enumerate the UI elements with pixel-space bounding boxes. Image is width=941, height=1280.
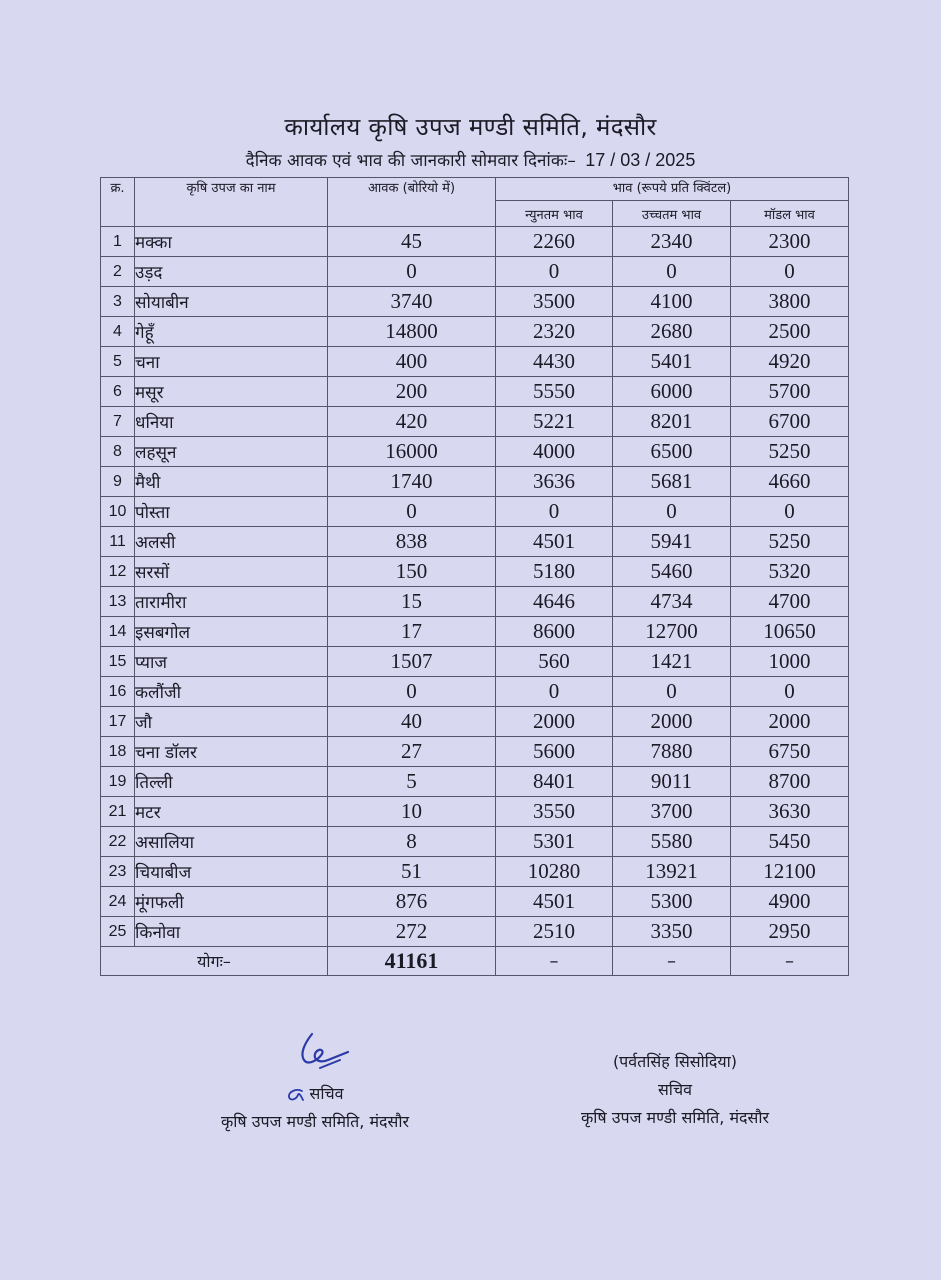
min-price-cell: 4501: [496, 887, 613, 917]
arrival-cell: 1507: [328, 647, 496, 677]
page-subtitle: [0, 148, 941, 171]
table-row: [101, 917, 849, 947]
crop-name-cell: कलौंजी: [135, 677, 328, 707]
min-price-cell: 10280: [496, 857, 613, 887]
model-price-cell: 2500: [731, 317, 849, 347]
rates-table: [100, 177, 849, 976]
min-price-cell: 2260: [496, 227, 613, 257]
model-price-cell: 3800: [731, 287, 849, 317]
crop-name-cell: प्याज: [135, 647, 328, 677]
min-price-cell: 560: [496, 647, 613, 677]
table-row: [101, 707, 849, 737]
min-price-cell: 5301: [496, 827, 613, 857]
col-header-max-price: उच्चतम भाव: [613, 201, 731, 227]
max-price-cell: 13921: [613, 857, 731, 887]
min-price-cell: 5550: [496, 377, 613, 407]
crop-name-cell: मूंगफली: [135, 887, 328, 917]
min-price-cell: 3636: [496, 467, 613, 497]
total-model-price: –: [731, 947, 849, 976]
crop-name-cell: किनोवा: [135, 917, 328, 947]
col-header-serial: क्र.: [101, 178, 135, 227]
max-price-cell: 6000: [613, 377, 731, 407]
model-price-cell: 5250: [731, 527, 849, 557]
table-row: [101, 287, 849, 317]
col-header-arrival: आवक (बोरियो में): [328, 178, 496, 227]
table-row: [101, 497, 849, 527]
arrival-cell: 1740: [328, 467, 496, 497]
crop-name-cell: असालिया: [135, 827, 328, 857]
max-price-cell: 5401: [613, 347, 731, 377]
max-price-cell: 4734: [613, 587, 731, 617]
max-price-cell: 5580: [613, 827, 731, 857]
max-price-cell: 5300: [613, 887, 731, 917]
crop-name-cell: चना डॉलर: [135, 737, 328, 767]
max-price-cell: 0: [613, 677, 731, 707]
max-price-cell: 2680: [613, 317, 731, 347]
right-office: कृषि उपज मण्डी समिति, मंदसौर: [580, 1108, 770, 1127]
table-row: [101, 467, 849, 497]
arrival-cell: 8: [328, 827, 496, 857]
total-arrival: 41161: [328, 947, 496, 976]
model-price-cell: 0: [731, 677, 849, 707]
table-row: [101, 617, 849, 647]
model-price-cell: 4700: [731, 587, 849, 617]
serial-cell: 2: [101, 257, 135, 287]
max-price-cell: 2340: [613, 227, 731, 257]
serial-cell: 12: [101, 557, 135, 587]
crop-name-cell: चना: [135, 347, 328, 377]
model-price-cell: 5250: [731, 437, 849, 467]
serial-cell: 14: [101, 617, 135, 647]
min-price-cell: 2510: [496, 917, 613, 947]
table-row: [101, 587, 849, 617]
arrival-cell: 45: [328, 227, 496, 257]
right-signature-block: [540, 1050, 810, 1128]
serial-cell: 5: [101, 347, 135, 377]
max-price-cell: 5681: [613, 467, 731, 497]
crop-name-cell: मैथी: [135, 467, 328, 497]
max-price-cell: 2000: [613, 707, 731, 737]
crop-name-cell: मटर: [135, 797, 328, 827]
arrival-cell: 400: [328, 347, 496, 377]
serial-cell: 8: [101, 437, 135, 467]
model-price-cell: 0: [731, 257, 849, 287]
crop-name-cell: इसबगोल: [135, 617, 328, 647]
serial-cell: 11: [101, 527, 135, 557]
max-price-cell: 12700: [613, 617, 731, 647]
crop-name-cell: सरसों: [135, 557, 328, 587]
min-price-cell: 3550: [496, 797, 613, 827]
signature-scribble-icon: [270, 1030, 360, 1076]
rates-table-body: [101, 227, 849, 976]
serial-cell: 22: [101, 827, 135, 857]
table-row: [101, 677, 849, 707]
table-row: [101, 377, 849, 407]
serial-cell: 10: [101, 497, 135, 527]
model-price-cell: 2300: [731, 227, 849, 257]
max-price-cell: 3700: [613, 797, 731, 827]
arrival-cell: 5: [328, 767, 496, 797]
serial-cell: 4: [101, 317, 135, 347]
left-designation-line: [175, 1082, 455, 1104]
arrival-cell: 10: [328, 797, 496, 827]
arrival-cell: 150: [328, 557, 496, 587]
table-row: [101, 437, 849, 467]
crop-name-cell: गेहूँ: [135, 317, 328, 347]
arrival-cell: 15: [328, 587, 496, 617]
min-price-cell: 8401: [496, 767, 613, 797]
max-price-cell: 0: [613, 497, 731, 527]
max-price-cell: 0: [613, 257, 731, 287]
max-price-cell: 8201: [613, 407, 731, 437]
max-price-cell: 3350: [613, 917, 731, 947]
model-price-cell: 5320: [731, 557, 849, 587]
min-price-cell: 5180: [496, 557, 613, 587]
crop-name-cell: पोस्ता: [135, 497, 328, 527]
min-price-cell: 0: [496, 677, 613, 707]
col-header-price-group: भाव (रूपये प्रति क्विंटल): [496, 178, 849, 201]
total-max-price: –: [613, 947, 731, 976]
serial-cell: 13: [101, 587, 135, 617]
arrival-cell: 3740: [328, 287, 496, 317]
model-price-cell: 5450: [731, 827, 849, 857]
serial-cell: 19: [101, 767, 135, 797]
report-date: 17 / 03 / 2025: [585, 150, 696, 170]
serial-cell: 18: [101, 737, 135, 767]
table-row: [101, 407, 849, 437]
serial-cell: 6: [101, 377, 135, 407]
page-title: कार्यालय कृषि उपज मण्डी समिति, मंदसौर: [284, 113, 657, 141]
min-price-cell: 2320: [496, 317, 613, 347]
col-header-model-price: मॉडल भाव: [731, 201, 849, 227]
min-price-cell: 2000: [496, 707, 613, 737]
serial-cell: 24: [101, 887, 135, 917]
serial-cell: 7: [101, 407, 135, 437]
left-designation: सचिव: [309, 1084, 344, 1103]
serial-cell: 25: [101, 917, 135, 947]
table-row: [101, 347, 849, 377]
arrival-cell: 51: [328, 857, 496, 887]
col-header-min-price: न्युनतम भाव: [496, 201, 613, 227]
crop-name-cell: धनिया: [135, 407, 328, 437]
initial-mark-icon: [286, 1088, 304, 1102]
left-office: कृषि उपज मण्डी समिति, मंदसौर: [220, 1112, 410, 1131]
right-designation: सचिव: [657, 1080, 693, 1099]
serial-cell: 9: [101, 467, 135, 497]
arrival-cell: 200: [328, 377, 496, 407]
model-price-cell: 10650: [731, 617, 849, 647]
max-price-cell: 7880: [613, 737, 731, 767]
crop-name-cell: लहसून: [135, 437, 328, 467]
col-header-name: कृषि उपज का नाम: [135, 178, 328, 227]
arrival-cell: 0: [328, 497, 496, 527]
crop-name-cell: तारामीरा: [135, 587, 328, 617]
min-price-cell: 4646: [496, 587, 613, 617]
min-price-cell: 8600: [496, 617, 613, 647]
arrival-cell: 0: [328, 677, 496, 707]
serial-cell: 17: [101, 707, 135, 737]
model-price-cell: 6750: [731, 737, 849, 767]
total-min-price: –: [496, 947, 613, 976]
table-row: [101, 827, 849, 857]
model-price-cell: 5700: [731, 377, 849, 407]
arrival-cell: 420: [328, 407, 496, 437]
model-price-cell: 2950: [731, 917, 849, 947]
model-price-cell: 6700: [731, 407, 849, 437]
table-row: [101, 797, 849, 827]
max-price-cell: 5460: [613, 557, 731, 587]
signatory-name: (पर्वतसिंह सिसोदिया): [612, 1052, 738, 1071]
serial-cell: 15: [101, 647, 135, 677]
model-price-cell: 4920: [731, 347, 849, 377]
arrival-cell: 876: [328, 887, 496, 917]
table-row: [101, 557, 849, 587]
model-price-cell: 4660: [731, 467, 849, 497]
table-row: [101, 647, 849, 677]
crop-name-cell: तिल्ली: [135, 767, 328, 797]
model-price-cell: 2000: [731, 707, 849, 737]
table-row: [101, 887, 849, 917]
crop-name-cell: उड़द: [135, 257, 328, 287]
total-row: [101, 947, 849, 976]
max-price-cell: 1421: [613, 647, 731, 677]
table-row: [101, 317, 849, 347]
crop-name-cell: अलसी: [135, 527, 328, 557]
table-row: [101, 227, 849, 257]
min-price-cell: 4501: [496, 527, 613, 557]
serial-cell: 21: [101, 797, 135, 827]
table-row: [101, 257, 849, 287]
arrival-cell: 27: [328, 737, 496, 767]
total-label: योगः–: [101, 947, 328, 976]
min-price-cell: 4000: [496, 437, 613, 467]
model-price-cell: 0: [731, 497, 849, 527]
arrival-cell: 14800: [328, 317, 496, 347]
arrival-cell: 272: [328, 917, 496, 947]
min-price-cell: 5600: [496, 737, 613, 767]
arrival-cell: 838: [328, 527, 496, 557]
arrival-cell: 16000: [328, 437, 496, 467]
table-row: [101, 737, 849, 767]
min-price-cell: 5221: [496, 407, 613, 437]
subtitle-text: दैनिक आवक एवं भाव की जानकारी सोमवार दिनांकः–: [245, 151, 576, 171]
max-price-cell: 5941: [613, 527, 731, 557]
max-price-cell: 9011: [613, 767, 731, 797]
crop-name-cell: मसूर: [135, 377, 328, 407]
model-price-cell: 1000: [731, 647, 849, 677]
arrival-cell: 40: [328, 707, 496, 737]
crop-name-cell: सोयाबीन: [135, 287, 328, 317]
left-signature-block: [175, 1030, 455, 1132]
table-row: [101, 857, 849, 887]
max-price-cell: 4100: [613, 287, 731, 317]
arrival-cell: 0: [328, 257, 496, 287]
model-price-cell: 8700: [731, 767, 849, 797]
serial-cell: 1: [101, 227, 135, 257]
crop-name-cell: चियाबीज: [135, 857, 328, 887]
min-price-cell: 3500: [496, 287, 613, 317]
arrival-cell: 17: [328, 617, 496, 647]
min-price-cell: 0: [496, 497, 613, 527]
model-price-cell: 3630: [731, 797, 849, 827]
serial-cell: 3: [101, 287, 135, 317]
serial-cell: 23: [101, 857, 135, 887]
model-price-cell: 12100: [731, 857, 849, 887]
table-row: [101, 767, 849, 797]
model-price-cell: 4900: [731, 887, 849, 917]
max-price-cell: 6500: [613, 437, 731, 467]
min-price-cell: 0: [496, 257, 613, 287]
serial-cell: 16: [101, 677, 135, 707]
min-price-cell: 4430: [496, 347, 613, 377]
crop-name-cell: मक्का: [135, 227, 328, 257]
table-row: [101, 527, 849, 557]
crop-name-cell: जौ: [135, 707, 328, 737]
